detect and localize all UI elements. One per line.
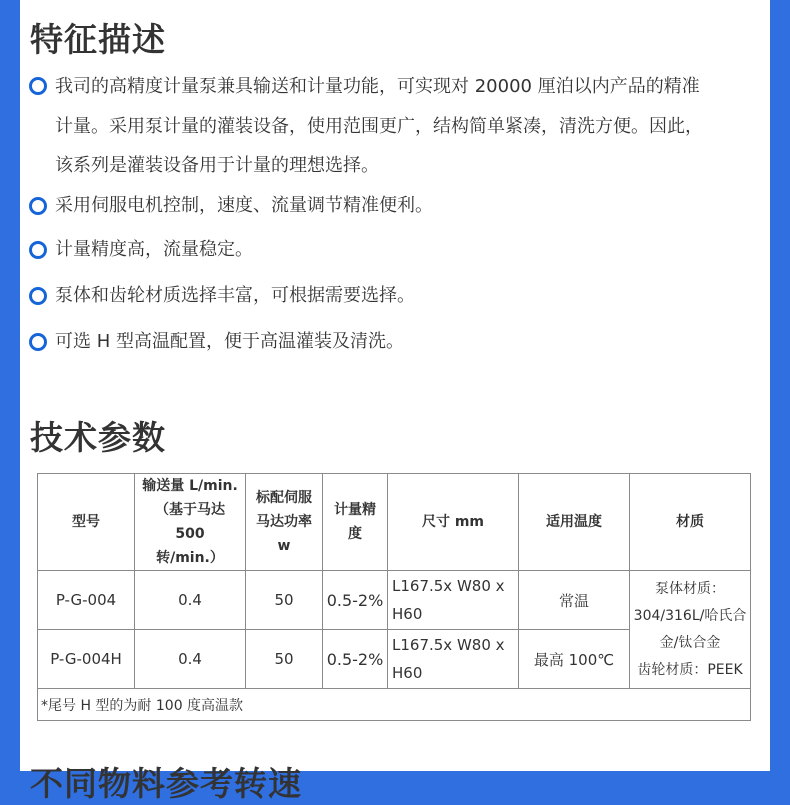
circle-bullet-icon (29, 333, 47, 351)
circle-bullet-icon (29, 241, 47, 259)
feature-item (29, 319, 764, 365)
cell-temp: 常温 (519, 571, 630, 630)
header-flow-line: 转/min.） (156, 550, 224, 566)
feature-text: 泵体和齿轮材质选择丰富，可根据需要选择。 (55, 284, 415, 306)
content-panel (20, 0, 770, 803)
header-power-line: 标配伺服 (256, 490, 312, 506)
header-accuracy-line: 计量精 (334, 502, 376, 518)
cell-size-line: L167.5x W80 x (392, 577, 505, 595)
material-line: 泵体材质： (655, 580, 725, 597)
feature-text: 采用伺服电机控制，速度、流量调节精准便利。 (55, 194, 433, 216)
feature-item (29, 227, 764, 273)
cell-flow: 0.4 (135, 571, 246, 630)
cell-power: 50 (246, 630, 323, 689)
feature-text: 计量。采用泵计量的灌装设备，使用范围更广，结构简单紧凑，清洗方便。因此， (55, 115, 703, 137)
header-accuracy (323, 474, 388, 571)
material-line: 金/钛合金 (659, 634, 721, 651)
feature-text: 该系列是灌装设备用于计量的理想选择。 (55, 155, 379, 176)
params-title: 技术参数 (30, 418, 166, 457)
header-flow (135, 474, 246, 571)
cell-size-line: H60 (392, 664, 423, 682)
cell-accuracy: 0.5-2% (323, 630, 388, 689)
circle-bullet-icon (29, 197, 47, 215)
header-flow-line: 输送量 L/min. (142, 478, 238, 494)
cell-size-line: H60 (392, 605, 423, 623)
feature-list (29, 67, 764, 365)
header-size: 尺寸 mm (388, 474, 519, 571)
cell-model: P-G-004 (38, 571, 135, 630)
material-line: 齿轮材质：PEEK (637, 661, 743, 678)
material-line: 304/316L/哈氏合 (633, 607, 747, 624)
header-power-line: 马达功率 (256, 514, 312, 530)
circle-bullet-icon (29, 287, 47, 305)
header-accuracy-line: 度 (348, 526, 362, 542)
table-header-row (38, 474, 751, 571)
cell-accuracy: 0.5-2% (323, 571, 388, 630)
feature-item (29, 67, 764, 186)
cell-size-line: L167.5x W80 x (392, 636, 505, 654)
header-temp: 适用温度 (519, 474, 630, 571)
feature-item (29, 273, 764, 319)
feature-text: 计量精度高，流量稳定。 (55, 238, 253, 260)
header-flow-line: （基于马达 500 (155, 502, 225, 542)
table-row (38, 571, 751, 630)
feature-item (29, 185, 764, 227)
cell-size (388, 571, 519, 630)
circle-bullet-icon (29, 77, 47, 95)
header-model: 型号 (38, 474, 135, 571)
next-section-title: 不同物料参考转速 (30, 764, 302, 803)
spec-table (37, 473, 751, 721)
cell-size (388, 630, 519, 689)
header-power (246, 474, 323, 571)
cell-temp: 最高 100℃ (519, 630, 630, 689)
header-power-line: w (277, 538, 291, 554)
header-material: 材质 (630, 474, 751, 571)
table-note-row (38, 689, 751, 721)
feature-text: 我司的高精度计量泵兼具输送和计量功能，可实现对 20000 厘泊以内产品的精准 (55, 76, 700, 97)
cell-model: P-G-004H (38, 630, 135, 689)
cell-power: 50 (246, 571, 323, 630)
feature-text: 可选 H 型高温配置，便于高温灌装及清洗。 (55, 330, 404, 352)
cell-material (630, 571, 751, 689)
features-title: 特征描述 (30, 20, 166, 59)
cell-flow: 0.4 (135, 630, 246, 689)
table-note: *尾号 H 型的为耐 100 度高温款 (38, 689, 751, 721)
